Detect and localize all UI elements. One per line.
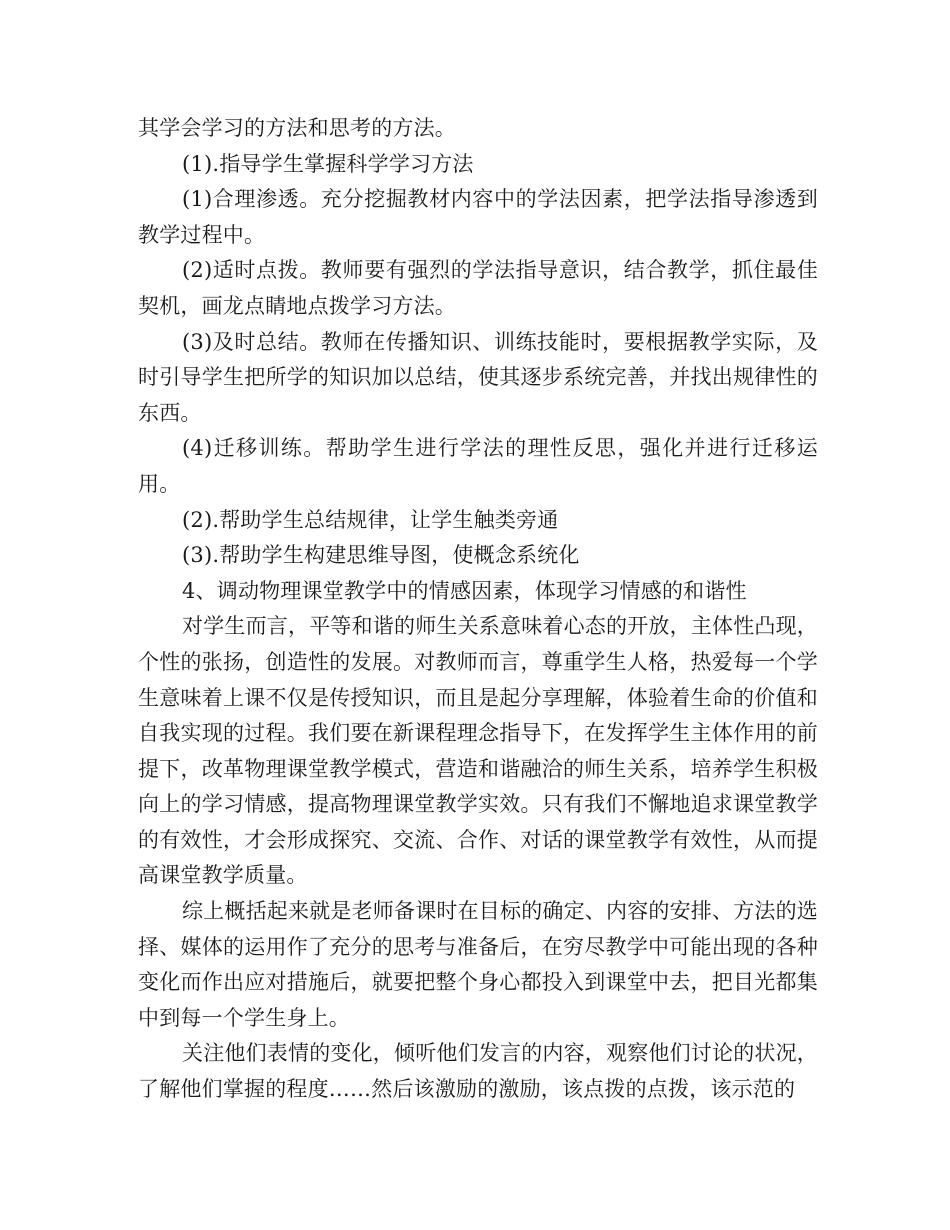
paragraph-timely-guidance: (2)适时点拨。教师要有强烈的学法指导意识，结合教学，抓住最佳契机，画龙点睛地点拨学习方法。 bbox=[138, 258, 818, 318]
heading-study-methods: (1).指导学生掌握科学学习方法 bbox=[182, 151, 474, 176]
paragraph-summary: 综上概括起来就是老师备课时在目标的确定、内容的安排、方法的选择、媒体的运用作了充分的思考与准备后，在穷尽教学中可能出现的各种变化而作出应对措施后，就要把整个身心都投入到课堂中去，把目光都集中到每一个学生身上。 bbox=[138, 899, 818, 1030]
paragraph-teacher-student-relationship: 对学生而言，平等和谐的师生关系意味着心态的开放，主体性凸现，个性的张扬，创造性的发展。对教师而言，尊重学生人格，热爱每一个学生意味着上课不仅是传授知识，而且是起分享理解，体验着生命的价值和自我实现的过程。我们要在新课程理念指导下，在发挥学生主体作用的前提下，改革物理课堂教学模式，营造和谐融洽的师生关系，培养学生积极向上的学习情感，提高物理课堂教学实效。只有我们不懈地追求课堂教学的有效性，才会形成探究、交流、合作、对话的课堂教学有效性，从而提高课堂教学质量。 bbox=[138, 614, 818, 888]
document-body bbox=[138, 111, 818, 1108]
heading-mind-map: (3).帮助学生构建思维导图，使概念系统化 bbox=[182, 543, 580, 568]
heading-emotional-factors: 4、调动物理课堂教学中的情感因素，体现学习情感的和谐性 bbox=[182, 578, 747, 603]
paragraph-transfer-training: (4)迁移训练。帮助学生进行学法的理性反思，强化并进行迁移运用。 bbox=[138, 436, 818, 496]
paragraph-continuation: 其学会学习的方法和思考的方法。 bbox=[138, 116, 456, 140]
paragraph-reasonable-infiltration: (1)合理渗透。充分挖掘教材内容中的学法因素，把学法指导渗透到教学过程中。 bbox=[138, 187, 818, 247]
paragraph-timely-summary: (3)及时总结。教师在传播知识、训练技能时，要根据教学实际，及时引导学生把所学的知识加以总结，使其逐步系统完善，并找出规律性的东西。 bbox=[138, 329, 818, 425]
paragraph-attention-to-students: 关注他们表情的变化，倾听他们发言的内容，观察他们讨论的状况，了解他们掌握的程度……然后该激励的激励，该点拨的点拨，该示范的 bbox=[138, 1041, 818, 1102]
heading-summarize-rules: (2).帮助学生总结规律，让学生触类旁通 bbox=[182, 507, 559, 532]
